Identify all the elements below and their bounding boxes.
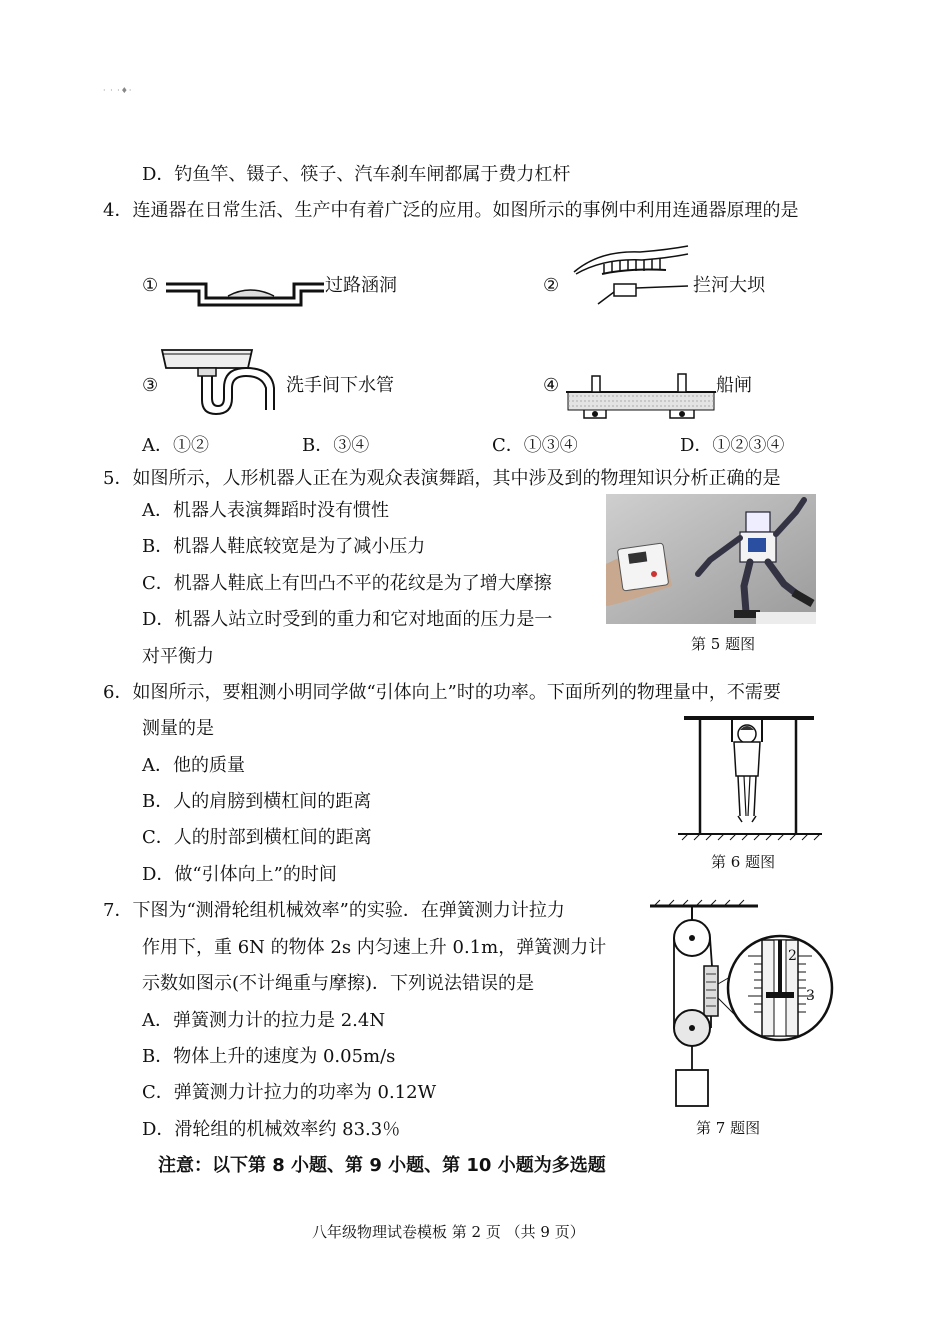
q3-option-d: D．钓鱼竿、镊子、筷子、汽车刹车闸都属于费力杠杆: [142, 164, 571, 185]
q5-caption: 第 5 题图: [691, 635, 756, 653]
page-footer: 八年级物理试卷模板 第 2 页 （共 9 页）: [312, 1223, 585, 1241]
q7-stem-line-3: 示数如图示(不计绳重与摩擦)．下列说法错误的是: [142, 973, 535, 994]
q6-stem-cont: 测量的是: [142, 718, 214, 739]
q7-stem-line-1: 7．下图为“测滑轮组机械效率”的实验．在弹簧测力计拉力: [103, 900, 565, 921]
q4-option-a: A．①②: [142, 435, 209, 456]
q7-caption: 第 7 题图: [696, 1119, 761, 1137]
pulley-system-figure: [648, 894, 834, 1114]
top-mark: · · ·♦·: [103, 86, 133, 95]
q7-option-b: B．物体上升的速度为 0.05m/s: [142, 1046, 396, 1067]
q4-item-2-label: 拦河大坝: [693, 275, 765, 296]
q5-option-a: A．机器人表演舞蹈时没有惯性: [142, 500, 389, 521]
q6-caption: 第 6 题图: [711, 853, 776, 871]
q4-option-b: B．③④: [302, 435, 370, 456]
q7-option-a: A．弹簧测力计的拉力是 2.4N: [142, 1010, 386, 1031]
dam-figure: [570, 244, 690, 310]
q5-option-c: C．机器人鞋底上有凹凸不平的花纹是为了增大摩擦: [142, 573, 552, 594]
q4-option-d: D．①②③④: [680, 435, 785, 456]
q4-item-2-num: ②: [543, 275, 560, 296]
q4-option-c: C．①③④: [492, 435, 578, 456]
q5-option-b: B．机器人鞋底较宽是为了减小压力: [142, 536, 426, 557]
multi-choice-notice: 注意：以下第 8 小题、第 9 小题、第 10 小题为多选题: [158, 1155, 606, 1176]
q6-option-a: A．他的质量: [142, 755, 245, 776]
q4-item-1-label: 过路涵洞: [325, 275, 397, 296]
q4-item-3-label: 洗手间下水管: [286, 375, 394, 396]
ship-lock-figure: [566, 370, 716, 426]
q6-option-d: D．做“引体向上”的时间: [142, 864, 337, 885]
q4-stem: 4．连通器在日常生活、生产中有着广泛的应用。如图所示的事例中利用连通器原理的是: [103, 200, 799, 221]
q4-item-1-num: ①: [142, 275, 159, 296]
pull-up-figure: [678, 712, 823, 842]
q6-stem: 6．如图所示，要粗测小明同学做“引体向上”时的功率。下面所列的物理量中，不需要: [103, 682, 781, 703]
q7-stem-line-2: 作用下，重 6N 的物体 2s 内匀速上升 0.1m，弹簧测力计: [142, 937, 607, 958]
q4-item-4-num: ④: [543, 375, 560, 396]
q4-item-4-label: 船闸: [716, 375, 752, 396]
q5-stem: 5．如图所示，人形机器人正在为观众表演舞蹈，其中涉及到的物理知识分析正确的是: [103, 468, 781, 489]
scale-label-2: 2: [788, 948, 797, 964]
q6-option-b: B．人的肩膀到横杠间的距离: [142, 791, 372, 812]
q6-option-c: C．人的肘部到横杠间的距离: [142, 827, 372, 848]
q5-option-d: D．机器人站立时受到的重力和它对地面的压力是一: [142, 609, 553, 630]
culvert-figure: [166, 276, 326, 310]
q7-option-d: D．滑轮组的机械效率约 83.3％: [142, 1119, 401, 1140]
drain-pipe-figure: [160, 348, 285, 420]
scale-label-3: 3: [806, 988, 815, 1004]
q4-item-3-num: ③: [142, 375, 159, 396]
q5-option-d-cont: 对平衡力: [142, 646, 214, 667]
robot-photo: [606, 494, 816, 624]
q7-option-c: C．弹簧测力计拉力的功率为 0.12W: [142, 1082, 437, 1103]
